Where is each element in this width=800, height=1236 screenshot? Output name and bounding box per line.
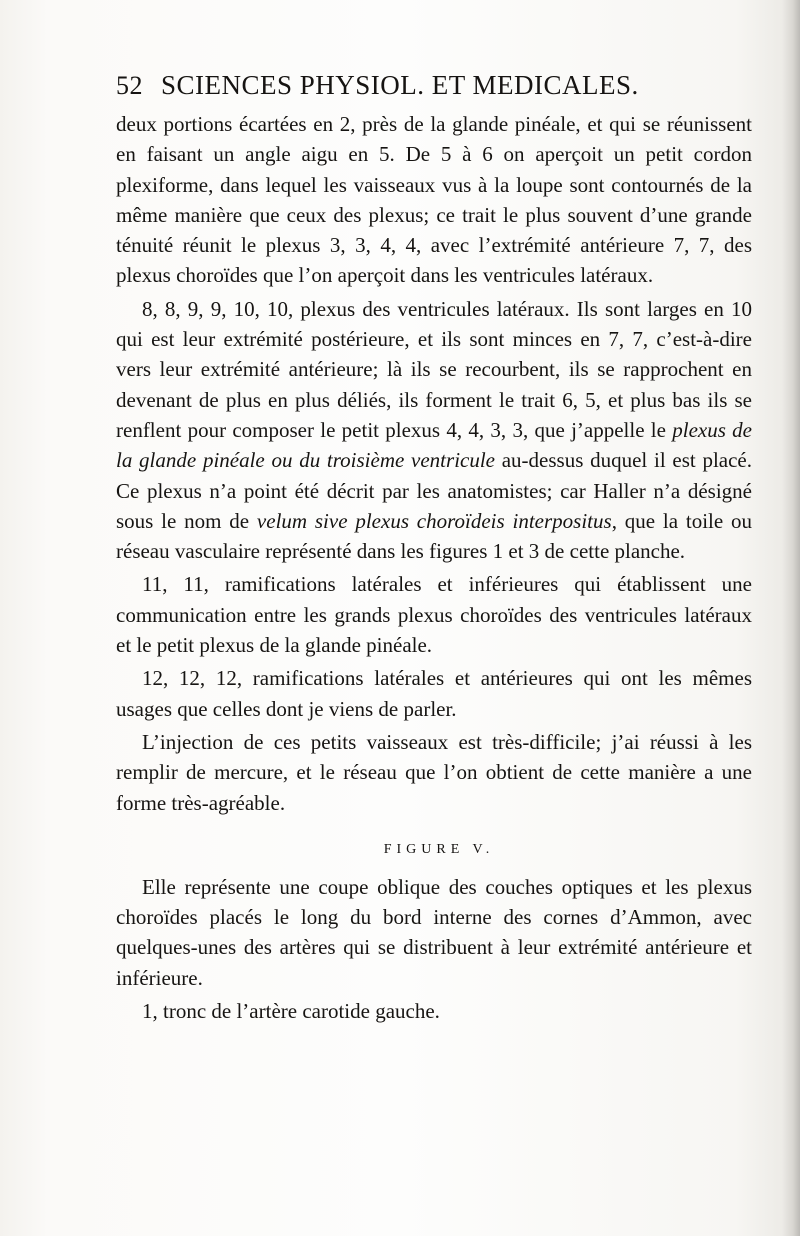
- paragraph-text: , que la toile ou réseau vasculaire représenté dans les figures 1 et 3 de cette planche.: [116, 508, 752, 564]
- paragraph-ramifications-anterieures: 12, 12, 12, ramifications latérales et antérieures qui ont les mêmes usages que celles dont je viens de parler.: [116, 666, 752, 721]
- figure-heading: FIGURE V.: [383, 841, 495, 857]
- paragraph-text: 8, 8, 9, 9, 10, 10, plexus des ventricules latéraux. Ils sont larges en 10 qui est leur extrémité postérieure, et ils sont minces en 7, 7, c’est-à-dire vers leur extrémité antérieure; là ils se recourbent, ils se rapprochent en devenant de plus en plus déliés, ils forment le trait 6, 5, et plus bas ils se renflent pour composer le petit plexus 4, 4, 3, 3, que j’appelle le: [116, 296, 752, 442]
- running-head: [116, 70, 752, 101]
- italic-term-plexus-pineale: plexus de la glande pinéale ou du troisième ventricule: [116, 417, 752, 473]
- paragraph-ramifications-inferieures: 11, 11, ramifications latérales et inférieures qui établissent une communication entre les grands plexus choroïdes des ventricules latéraux et le petit plexus de la glande pinéale.: [116, 572, 752, 658]
- text-block: [116, 70, 752, 1026]
- paragraph-continued: deux portions écartées en 2, près de la glande pinéale, et qui se réunissent en faisant un angle aigu en 5. De 5 à 6 on aperçoit un petit cordon plexiforme, dans lequel les vaisseaux vus à la loupe sont contournés de la même manière que ceux des plexus; ce trait le plus souvent d’une grande ténuité réunit le plexus 3, 3, 4, 4, avec l’extrémité antérieure 7, 7, des plexus choroïdes que l’on aperçoit dans les ventricules latéraux.: [116, 112, 752, 288]
- italic-term-velum: velum sive plexus choroïdeis interpositus: [256, 508, 612, 533]
- paragraph-figure-description: Elle représente une coupe oblique des couches optiques et les plexus choroïdes placés le long du bord interne des cornes d’Ammon, avec quelques-unes des artères qui se distribuent à leur extrémité antérieure et inférieure.: [116, 874, 752, 990]
- page-gutter-shadow: [782, 0, 800, 1236]
- page-number: 52: [116, 71, 143, 100]
- paragraph-text: au-dessus duquel il est placé. Ce plexus n’a point été décrit par les anatomistes; car Haller n’a désigné sous le nom de: [116, 448, 752, 533]
- paragraph-figure-item-1: 1, tronc de l’artère carotide gauche.: [142, 999, 440, 1024]
- paragraph-injection: L’injection de ces petits vaisseaux est très-difficile; j’ai réussi à les remplir de mercure, et le réseau que l’on obtient de cette manière a une forme très-agréable.: [116, 729, 752, 815]
- running-title: SCIENCES PHYSIOL. ET MEDICALES.: [161, 70, 639, 100]
- paragraph-plexus-ventricules: [116, 294, 752, 567]
